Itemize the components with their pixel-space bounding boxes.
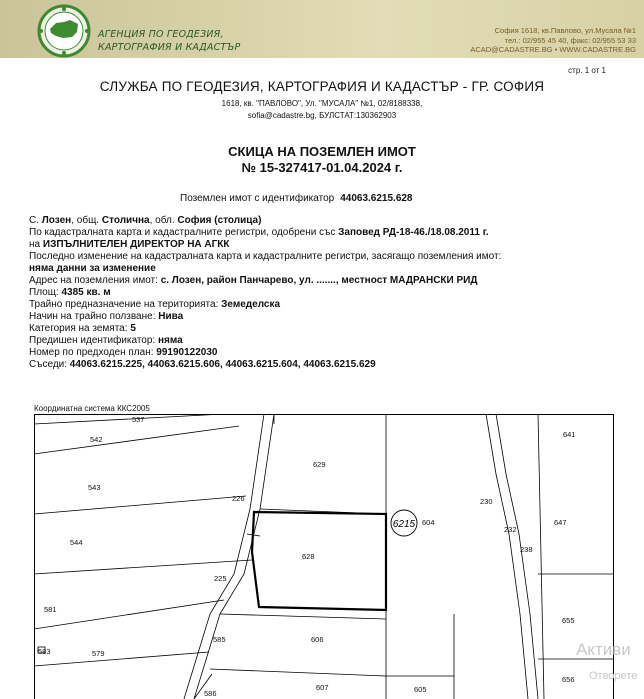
field-issuer xyxy=(29,239,629,251)
issuer-value: ИЗПЪЛНИТЕЛЕН ДИРЕКТОР НА АГКК xyxy=(42,239,230,250)
location-municipality: Столична xyxy=(101,215,150,226)
field-last-change xyxy=(29,251,629,263)
field-category xyxy=(29,323,629,335)
map-coordinate-system: Координатна система ККС2005 xyxy=(34,404,150,413)
cadastral-map xyxy=(34,414,614,699)
cadastral-map-label: По кадастралната карта и кадастралните регистри, одобрени със xyxy=(29,227,339,238)
usage-value: Нива xyxy=(158,311,184,322)
parcel-label-605: 605 xyxy=(414,685,427,694)
parcel-label-581: 581 xyxy=(44,605,57,614)
parcel-label-656: 656 xyxy=(562,675,575,684)
parcel-label-629: 629 xyxy=(313,460,326,469)
previous-id-value: няма xyxy=(157,335,183,346)
location-village: Лозен xyxy=(41,215,72,226)
service-address-line1: 1618, кв. "ПАВЛОВО", Ул. "МУСАЛА" №1, 02/8188338, xyxy=(221,99,423,108)
parcel-label-604: 604 xyxy=(422,518,435,527)
parcel-label-225: 225 xyxy=(214,574,227,583)
agency-contact-web[interactable]: ACAD@CADASTRE.BG • WWW.CADASTRE.BG xyxy=(470,45,636,54)
agency-name-line2: КАРТОГРАФИЯ И КАДАСТЪР xyxy=(98,42,241,53)
identifier-line xyxy=(180,193,413,204)
parcel-label-542: 542 xyxy=(90,435,103,444)
identifier-label: Поземлен имот с идентификатор xyxy=(180,193,335,204)
parcel-label-226: 226 xyxy=(232,494,245,503)
address-value: с. Лозен, район Панчарево, ул. ......., местност МАДРАНСКИ РИД xyxy=(160,275,478,286)
usage-label: Начин на трайно ползване: xyxy=(29,311,159,322)
parcel-label-544: 544 xyxy=(70,538,83,547)
neighbours-label: Съседи: xyxy=(29,359,70,370)
cadastral-map-order: Заповед РД-18-46./18.08.2011 г. xyxy=(338,227,489,238)
activation-watermark-sub: Отворете xyxy=(589,670,638,682)
category-label: Категория на земята: xyxy=(29,323,131,334)
service-address-line2: sofia@cadastre.bg, БУЛСТАТ:130362903 xyxy=(247,111,397,120)
parcel-label-537: 537 xyxy=(132,415,145,424)
area-label: Площ: xyxy=(29,287,62,298)
service-address xyxy=(0,98,644,122)
parcel-label-586: 586 xyxy=(204,689,217,698)
address-label: Адрес на поземления имот: xyxy=(29,275,161,286)
neighbours-value: 44063.6215.225, 44063.6215.606, 44063.6215.604, 44063.6215.629 xyxy=(69,359,376,370)
zone-label: 6215 xyxy=(392,519,416,530)
agency-contact-phone: тел.: 02/955 45 40, факс: 02/955 53 33 xyxy=(504,35,636,45)
previous-plan-value: 99190122030 xyxy=(156,347,218,358)
area-value: 4385 кв. м xyxy=(61,287,111,298)
parcel-label-655: 655 xyxy=(562,616,575,625)
agency-contact-address: София 1618, кв.Павлово, ул.Мусала №1 xyxy=(494,26,636,35)
parcel-label-607: 607 xyxy=(316,683,329,692)
agency-contacts xyxy=(470,26,636,55)
parcel-label-583: 583 xyxy=(38,647,51,656)
location-region: София (столица) xyxy=(177,215,262,226)
document-number: № 15-327417-01.04.2024 г. xyxy=(241,160,403,175)
previous-id-label: Предишен идентификатор: xyxy=(29,335,158,346)
field-previous-id xyxy=(29,335,629,347)
service-title: СЛУЖБА ПО ГЕОДЕЗИЯ, КАРТОГРАФИЯ И КАДАСТЪР - ГР. СОФИЯ xyxy=(99,79,545,94)
last-change-value: няма данни за изменение xyxy=(29,263,156,274)
parcel-label-230: 230 xyxy=(480,497,493,506)
field-cadastral-map xyxy=(29,227,629,239)
parcel-label-232: 232 xyxy=(504,525,517,534)
location-municipality-label: , общ. xyxy=(71,215,102,226)
field-neighbours xyxy=(29,359,629,371)
parcel-label-579: 579 xyxy=(92,649,105,658)
field-purpose xyxy=(29,299,629,311)
parcel-label-641: 641 xyxy=(563,430,576,439)
field-last-change-value xyxy=(29,263,629,275)
agency-name-line1: АГЕНЦИЯ ПО ГЕОДЕЗИЯ, xyxy=(98,29,224,40)
parcel-label-543: 543 xyxy=(88,483,101,492)
activation-watermark: Активи xyxy=(576,640,631,659)
page-number: стр. 1 от 1 xyxy=(568,66,606,75)
parcel-label-606: 606 xyxy=(311,635,324,644)
location-region-label: , обл. xyxy=(149,215,178,226)
field-usage xyxy=(29,311,629,323)
agency-logo xyxy=(36,4,92,58)
identifier-value: 44063.6215.628 xyxy=(340,193,413,204)
document-title-text: СКИЦА НА ПОЗЕМЛЕН ИМОТ xyxy=(228,144,416,159)
agency-header-band xyxy=(0,0,644,58)
location-prefix: С. xyxy=(29,215,42,226)
parcel-label-585: 585 xyxy=(213,635,226,644)
field-address xyxy=(29,275,629,287)
document-title xyxy=(0,144,644,176)
purpose-value: Земеделска xyxy=(221,299,281,310)
category-value: 5 xyxy=(130,323,136,334)
field-area xyxy=(29,287,629,299)
previous-plan-label: Номер по предходен план: xyxy=(29,347,157,358)
issuer-label: на xyxy=(29,239,43,250)
parcel-label-647: 647 xyxy=(554,518,567,527)
parcel-label-238: 238 xyxy=(520,545,533,554)
last-change-label: Последно изменение на кадастралната карта и кадастралните регистри, засягащо поземления имот: xyxy=(29,251,502,262)
field-previous-plan xyxy=(29,347,629,359)
property-fields xyxy=(29,215,629,371)
field-location xyxy=(29,215,629,227)
agency-name xyxy=(98,28,240,54)
purpose-label: Трайно предназначение на територията: xyxy=(29,299,222,310)
parcel-label-628: 628 xyxy=(302,552,315,561)
